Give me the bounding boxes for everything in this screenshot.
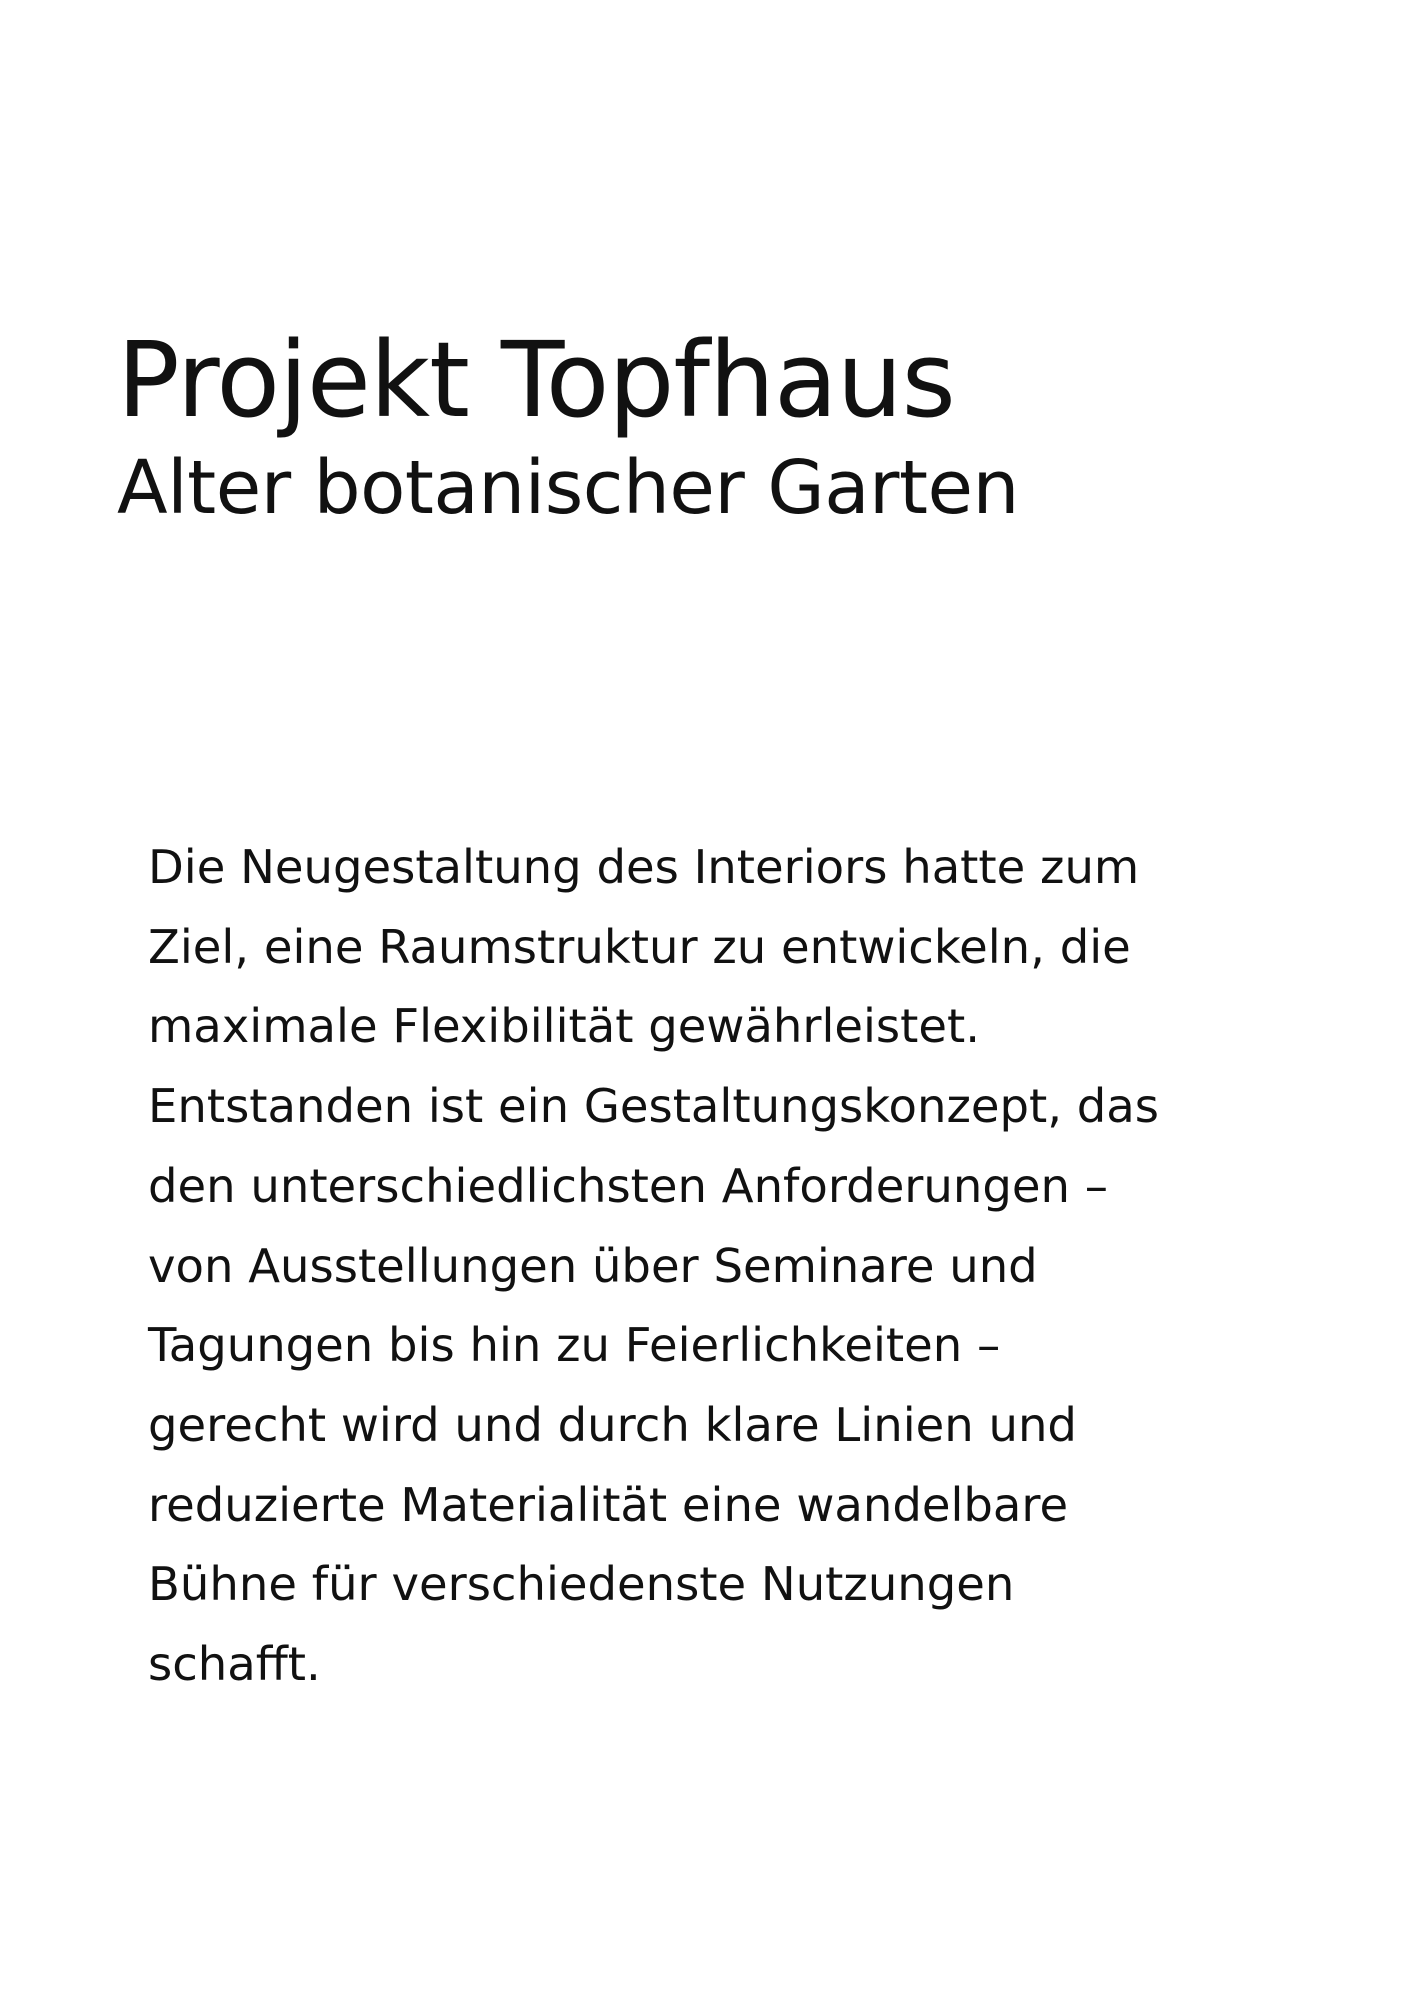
body-line: den unterschiedlichsten Anforderungen – [148, 1158, 1108, 1213]
page-subtitle: Alter botanischer Garten [117, 445, 1019, 531]
body-line: Tagungen bis hin zu Feierlichkeiten – [148, 1318, 1001, 1373]
body-line: Bühne für verschiedenste Nutzungen [148, 1557, 1015, 1612]
body-line: Ziel, eine Raumstruktur zu entwickeln, die [148, 919, 1131, 974]
body-line: schafft. [148, 1637, 321, 1692]
body-line: gerecht wird und durch klare Linien und [148, 1397, 1077, 1452]
body-line: reduzierte Materialität eine wandelbare [148, 1477, 1069, 1532]
page-title: Projekt Topfhaus [117, 319, 955, 441]
title-block [117, 318, 1317, 534]
body-line: von Ausstellungen über Seminare und [148, 1238, 1038, 1293]
body-line: maximale Flexibilität gewährleistet. [148, 999, 981, 1054]
body-line: Die Neugestaltung des Interiors hatte zum [148, 840, 1140, 894]
body-line: Entstanden ist ein Gestaltungskonzept, das [148, 1079, 1160, 1134]
body-paragraph [148, 828, 1348, 1705]
